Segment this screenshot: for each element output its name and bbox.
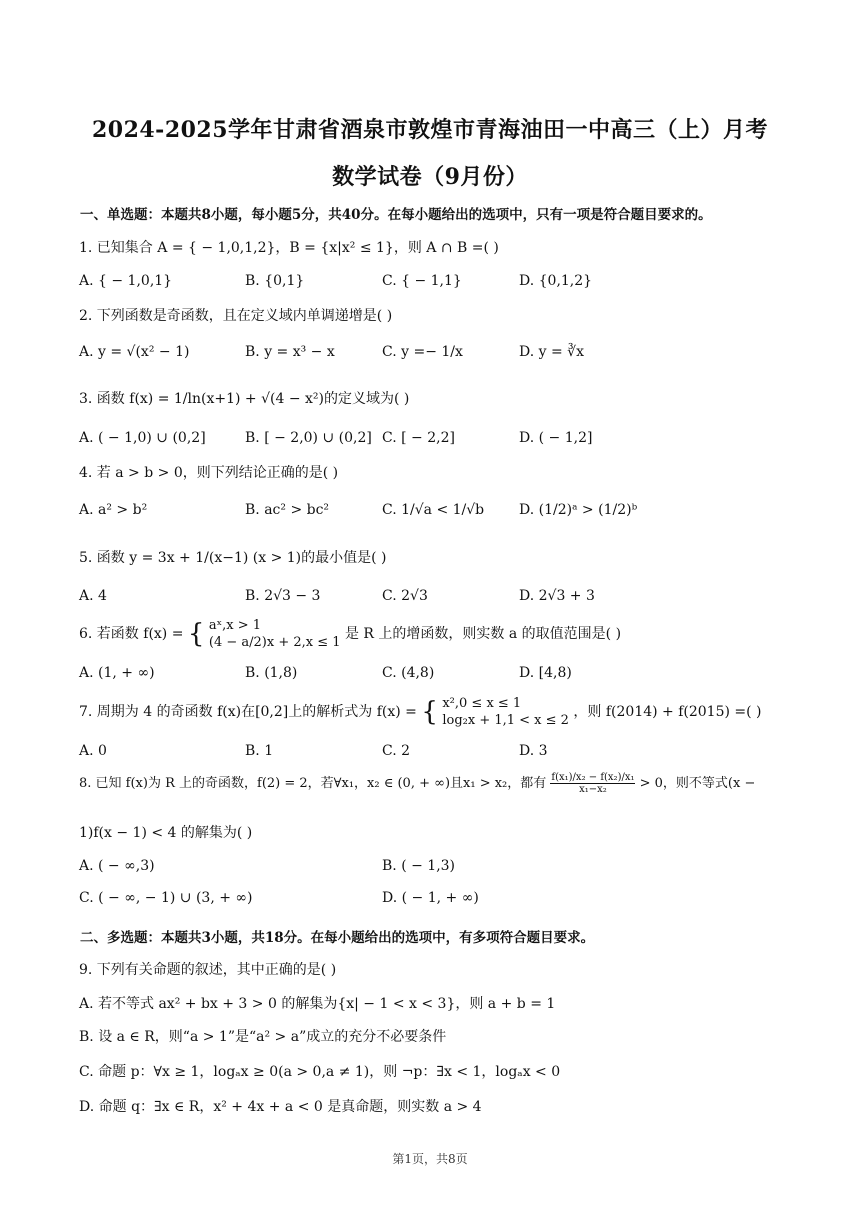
question-7-options bbox=[79, 743, 799, 769]
question-8-stem-line-2: 1)f(x − 1) < 4 的解集为( ) bbox=[79, 825, 253, 841]
question-9-option-d[interactable]: D. 命题 q：∃x ∈ R，x² + 4x + a < 0 是真命题，则实数 a > 4 bbox=[79, 1099, 482, 1115]
exam-title-line2: 数学试卷（9月份） bbox=[332, 164, 528, 190]
question-3-options bbox=[79, 430, 799, 456]
question-2-option-a[interactable]: A. y = √(x² − 1) bbox=[79, 344, 190, 360]
piecewise-brace-icon: { bbox=[421, 697, 438, 727]
question-8-fraction bbox=[550, 772, 635, 795]
question-1-option-b[interactable]: B. {0,1} bbox=[245, 273, 305, 289]
question-6-option-d[interactable]: D. [4,8) bbox=[519, 665, 572, 681]
question-8-options-row-2 bbox=[79, 890, 799, 916]
question-6-options bbox=[79, 665, 799, 691]
question-7-stem bbox=[79, 695, 799, 729]
question-4-option-d[interactable]: D. (1/2)ᵃ > (1/2)ᵇ bbox=[519, 502, 638, 518]
question-8-options-row-1 bbox=[79, 858, 799, 884]
question-1-option-c[interactable]: C. { − 1,1} bbox=[382, 273, 462, 289]
question-3-option-d[interactable]: D. ( − 1,2] bbox=[519, 430, 593, 446]
question-8-fraction-numerator: f(x₁)/x₂ − f(x₂)/x₁ bbox=[551, 772, 635, 783]
question-9-option-a[interactable]: A. 若不等式 ax² + bx + 3 > 0 的解集为{x| − 1 < x < 3}，则 a + b = 1 bbox=[79, 996, 556, 1012]
question-2-option-b[interactable]: B. y = x³ − x bbox=[245, 344, 335, 360]
question-3-option-b[interactable]: B. [ − 2,0) ∪ (0,2] bbox=[245, 430, 372, 446]
question-7-stem-suffix: ，则 f(2014) + f(2015) =( ) bbox=[573, 704, 762, 720]
question-8-option-d[interactable]: D. ( − 1, + ∞) bbox=[382, 890, 479, 906]
question-8-stem-suffix: > 0，则不等式(x − bbox=[639, 776, 756, 791]
question-6-cases bbox=[209, 617, 341, 651]
question-9-option-b[interactable]: B. 设 a ∈ R，则“a > 1”是“a² > a”成立的充分不必要条件 bbox=[79, 1029, 447, 1045]
question-9-option-c[interactable]: C. 命题 p：∀x ≥ 1，logₐx ≥ 0(a > 0,a ≠ 1)，则 ¬p：∃x < 1，logₐx < 0 bbox=[79, 1064, 561, 1080]
page-footer: 第1页，共8页 bbox=[392, 1152, 468, 1166]
question-6-option-c[interactable]: C. (4,8) bbox=[382, 665, 435, 681]
question-8-stem-prefix: 8. 已知 f(x)为 R 上的奇函数，f(2) = 2，若∀x₁，x₂ ∈ (0, + ∞)且x₁ > x₂，都有 bbox=[79, 776, 547, 791]
section-multiple-choice-heading: 二、多选题：本题共3小题，共18分。在每小题给出的选项中，有多项符合题目要求。 bbox=[80, 930, 595, 946]
question-6-case-2: (4 − a/2)x + 2,x ≤ 1 bbox=[208, 635, 341, 650]
question-7-case-2: log₂x + 1,1 < x ≤ 2 bbox=[442, 713, 569, 728]
question-1-options bbox=[79, 273, 799, 299]
question-5-option-c[interactable]: C. 2√3 bbox=[382, 588, 428, 604]
question-7-option-c[interactable]: C. 2 bbox=[382, 743, 411, 759]
question-7-option-b[interactable]: B. 1 bbox=[245, 743, 274, 759]
section-single-choice-heading: 一、单选题：本题共8小题，每小题5分，共40分。在每小题给出的选项中，只有一项是符合题目要求的。 bbox=[80, 207, 712, 223]
question-8-fraction-denominator: x₁−x₂ bbox=[579, 784, 607, 795]
question-1-option-d[interactable]: D. {0,1,2} bbox=[519, 273, 593, 289]
question-5-option-d[interactable]: D. 2√3 + 3 bbox=[519, 588, 595, 604]
question-5-option-b[interactable]: B. 2√3 − 3 bbox=[245, 588, 321, 604]
question-1-option-a[interactable]: A. { − 1,0,1} bbox=[79, 273, 173, 289]
question-2-options bbox=[79, 344, 799, 370]
exam-title-line1: 2024-2025学年甘肃省酒泉市敦煌市青海油田一中高三（上）月考 bbox=[91, 117, 769, 143]
question-7-option-a[interactable]: A. 0 bbox=[79, 743, 107, 759]
question-4-stem: 4. 若 a > b > 0，则下列结论正确的是( ) bbox=[79, 465, 339, 481]
question-8-option-b[interactable]: B. ( − 1,3) bbox=[382, 858, 456, 874]
question-7-option-d[interactable]: D. 3 bbox=[519, 743, 548, 759]
question-5-options bbox=[79, 588, 799, 614]
question-6-case-1: aˣ,x > 1 bbox=[208, 618, 262, 633]
question-3-option-a[interactable]: A. ( − 1,0) ∪ (0,2] bbox=[79, 430, 206, 446]
question-8-option-a[interactable]: A. ( − ∞,3) bbox=[79, 858, 155, 874]
question-5-stem: 5. 函数 y = 3x + 1/(x−1) (x > 1)的最小值是( ) bbox=[79, 550, 387, 566]
question-3-stem: 3. 函数 f(x) = 1/ln(x+1) + √(4 − x²)的定义域为( ) bbox=[79, 391, 410, 407]
question-9-stem: 9. 下列有关命题的叙述，其中正确的是( ) bbox=[79, 962, 337, 978]
question-6-stem-prefix: 6. 若函数 f(x) = bbox=[79, 626, 184, 642]
question-7-case-1: x²,0 ≤ x ≤ 1 bbox=[442, 696, 522, 711]
question-8-option-c[interactable]: C. ( − ∞, − 1) ∪ (3, + ∞) bbox=[79, 890, 253, 906]
question-6-option-a[interactable]: A. (1, + ∞) bbox=[79, 665, 155, 681]
question-8-stem bbox=[79, 772, 799, 795]
question-4-option-c[interactable]: C. 1/√a < 1/√b bbox=[382, 502, 485, 518]
question-2-option-c[interactable]: C. y =− 1/x bbox=[382, 344, 463, 360]
question-6-stem-suffix: 是 R 上的增函数，则实数 a 的取值范围是( ) bbox=[344, 626, 622, 642]
question-1-stem: 1. 已知集合 A = { − 1,0,1,2}，B = {x|x² ≤ 1}，则 A ∩ B =( ) bbox=[79, 240, 499, 256]
question-2-stem: 2. 下列函数是奇函数，且在定义域内单调递增是( ) bbox=[79, 308, 393, 324]
question-5-option-a[interactable]: A. 4 bbox=[79, 588, 107, 604]
question-3-option-c[interactable]: C. [ − 2,2] bbox=[382, 430, 455, 446]
question-7-stem-prefix: 7. 周期为 4 的奇函数 f(x)在[0,2]上的解析式为 f(x) = bbox=[79, 704, 417, 720]
question-6-stem bbox=[79, 617, 799, 651]
question-2-option-d[interactable]: D. y = ∛x bbox=[519, 344, 584, 360]
piecewise-brace-icon: { bbox=[187, 619, 205, 649]
question-7-cases bbox=[442, 695, 569, 729]
question-4-option-a[interactable]: A. a² > b² bbox=[79, 502, 148, 518]
question-6-option-b[interactable]: B. (1,8) bbox=[245, 665, 298, 681]
question-4-options bbox=[79, 502, 799, 528]
question-4-option-b[interactable]: B. ac² > bc² bbox=[245, 502, 330, 518]
